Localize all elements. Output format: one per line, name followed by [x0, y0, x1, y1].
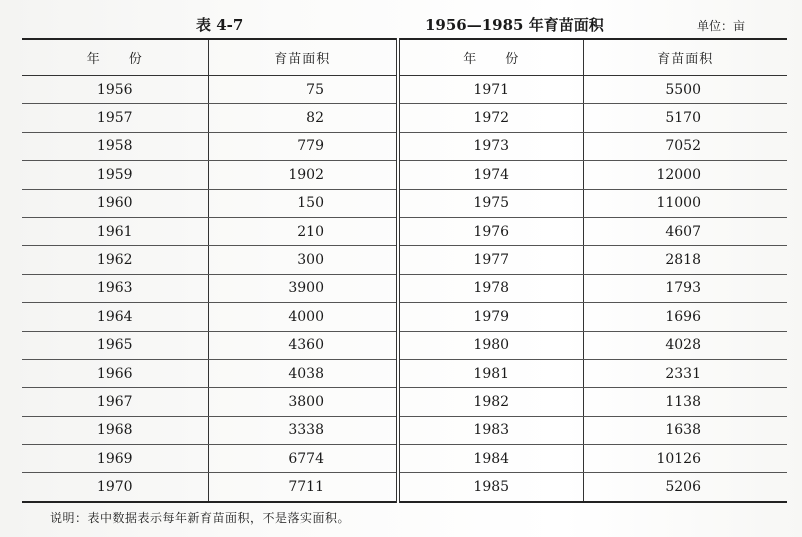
table-caption	[0, 6, 802, 36]
table-row	[22, 388, 787, 416]
area-cell-left: 150	[208, 189, 398, 217]
table-row	[22, 445, 787, 473]
area-cell-right: 12000	[583, 161, 787, 189]
year-cell-right: 1972	[398, 104, 583, 132]
area-cell-left: 300	[208, 246, 398, 274]
table-row	[22, 359, 787, 387]
year-cell-right: 1973	[398, 132, 583, 160]
table-number: 表 4-7	[196, 16, 244, 34]
year-cell-left: 1961	[22, 217, 208, 245]
table-row	[22, 132, 787, 160]
table-row	[22, 473, 787, 502]
year-cell-right: 1975	[398, 189, 583, 217]
header-area-right: 育苗面积	[583, 39, 787, 76]
year-cell-left: 1957	[22, 104, 208, 132]
area-cell-right: 5206	[583, 473, 787, 502]
area-cell-left: 4038	[208, 359, 398, 387]
year-cell-left: 1970	[22, 473, 208, 502]
year-cell-right: 1980	[398, 331, 583, 359]
area-cell-left: 3338	[208, 416, 398, 444]
year-cell-right: 1971	[398, 76, 583, 104]
area-cell-right: 5170	[583, 104, 787, 132]
year-cell-left: 1956	[22, 76, 208, 104]
table-row	[22, 303, 787, 331]
area-cell-left: 4360	[208, 331, 398, 359]
table-row	[22, 416, 787, 444]
table-row	[22, 217, 787, 245]
area-cell-left: 7711	[208, 473, 398, 502]
area-cell-right: 1793	[583, 274, 787, 302]
year-cell-left: 1962	[22, 246, 208, 274]
header-area-left: 育苗面积	[208, 39, 398, 76]
year-cell-left: 1969	[22, 445, 208, 473]
year-cell-left: 1968	[22, 416, 208, 444]
year-cell-right: 1983	[398, 416, 583, 444]
year-cell-left: 1964	[22, 303, 208, 331]
year-cell-right: 1974	[398, 161, 583, 189]
area-cell-left: 75	[208, 76, 398, 104]
year-cell-left: 1960	[22, 189, 208, 217]
area-cell-right: 4607	[583, 217, 787, 245]
area-cell-left: 779	[208, 132, 398, 160]
unit-label: 单位：亩	[697, 19, 746, 33]
area-cell-left: 6774	[208, 445, 398, 473]
year-cell-left: 1963	[22, 274, 208, 302]
area-cell-right: 10126	[583, 445, 787, 473]
table-title: 1956—1985 年育苗面积	[425, 16, 604, 34]
year-cell-left: 1959	[22, 161, 208, 189]
year-cell-right: 1976	[398, 217, 583, 245]
header-year-right: 年 份	[398, 39, 583, 76]
year-cell-left: 1958	[22, 132, 208, 160]
table-row	[22, 331, 787, 359]
header-year-left: 年 份	[22, 39, 208, 76]
area-cell-right: 2818	[583, 246, 787, 274]
year-cell-left: 1966	[22, 359, 208, 387]
area-cell-left: 210	[208, 217, 398, 245]
table-row	[22, 189, 787, 217]
area-cell-right: 2331	[583, 359, 787, 387]
area-cell-left: 3900	[208, 274, 398, 302]
year-cell-right: 1981	[398, 359, 583, 387]
area-cell-left: 1902	[208, 161, 398, 189]
area-cell-left: 3800	[208, 388, 398, 416]
year-cell-right: 1985	[398, 473, 583, 502]
area-cell-left: 4000	[208, 303, 398, 331]
area-cell-right: 1638	[583, 416, 787, 444]
year-cell-right: 1982	[398, 388, 583, 416]
table-row	[22, 76, 787, 104]
table-row	[22, 246, 787, 274]
year-cell-right: 1979	[398, 303, 583, 331]
area-cell-left: 82	[208, 104, 398, 132]
table-header-row	[22, 39, 787, 76]
year-cell-right: 1984	[398, 445, 583, 473]
table-row	[22, 161, 787, 189]
seedling-area-table	[22, 38, 787, 503]
area-cell-right: 1138	[583, 388, 787, 416]
year-cell-right: 1978	[398, 274, 583, 302]
table-body	[22, 76, 787, 502]
table-row	[22, 274, 787, 302]
area-cell-right: 4028	[583, 331, 787, 359]
year-cell-left: 1965	[22, 331, 208, 359]
year-cell-left: 1967	[22, 388, 208, 416]
area-cell-right: 11000	[583, 189, 787, 217]
table-footnote: 说明：表中数据表示每年新育苗面积，不是落实面积。	[50, 511, 351, 525]
area-cell-right: 5500	[583, 76, 787, 104]
area-cell-right: 7052	[583, 132, 787, 160]
year-cell-right: 1977	[398, 246, 583, 274]
area-cell-right: 1696	[583, 303, 787, 331]
table-row	[22, 104, 787, 132]
